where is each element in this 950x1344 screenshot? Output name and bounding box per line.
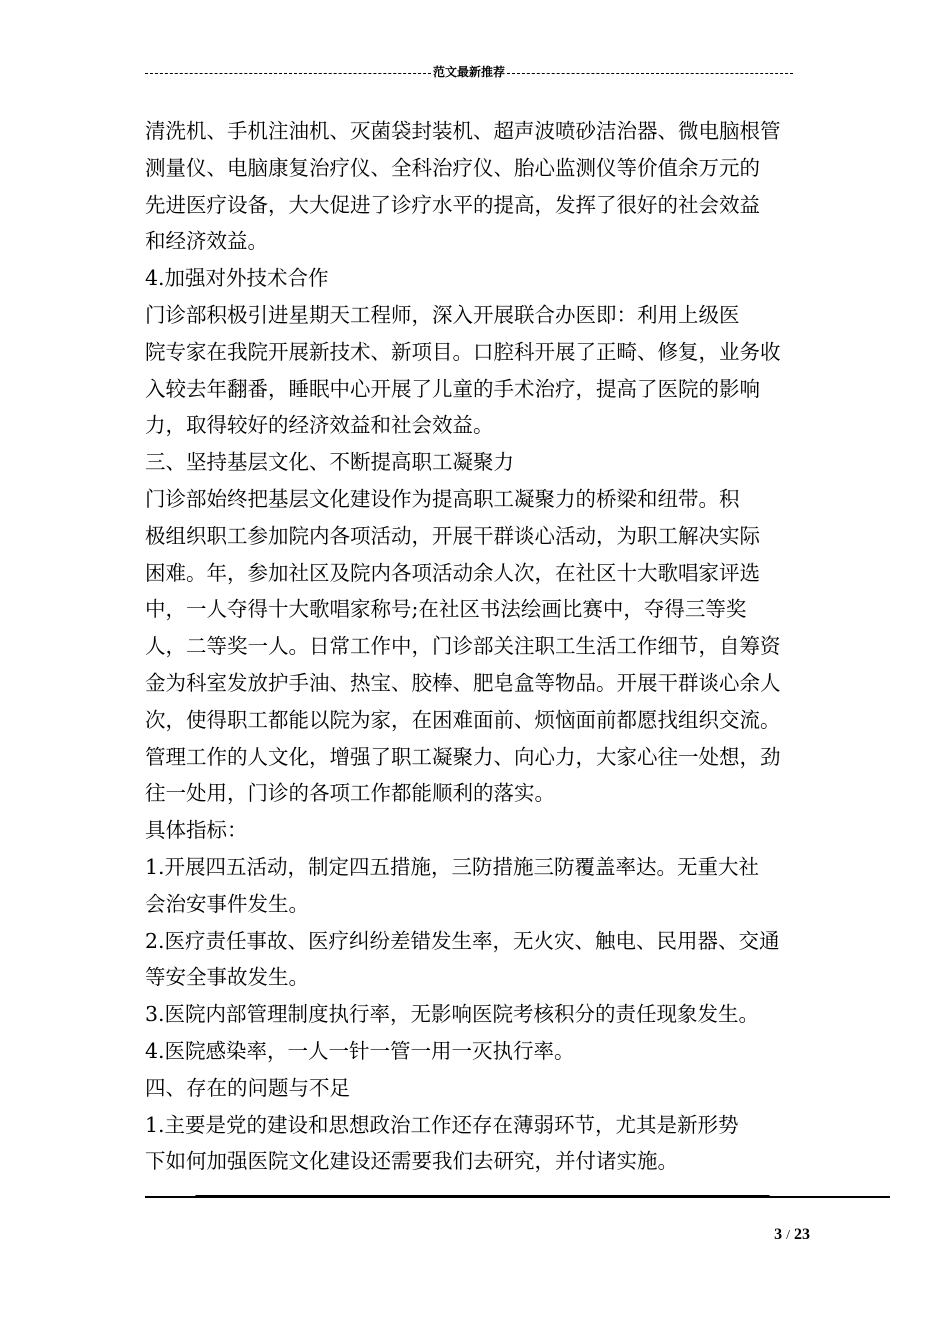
list-item: 1.开展四五活动，制定四五措施，三防措施三防覆盖率达。无重大社	[145, 854, 760, 879]
text-line: 会治安事件发生。	[145, 891, 309, 916]
section-heading: 四、存在的问题与不足	[145, 1075, 350, 1100]
document-body	[145, 113, 817, 1180]
text-line: 下如何加强医院文化建设还需要我们去研究，并付诸实施。	[145, 1149, 678, 1174]
text-line: 力，取得较好的经济效益和社会效益。	[145, 413, 494, 438]
text-line: 门诊部始终把基层文化建设作为提高职工凝聚力的桥梁和纽带。积	[145, 486, 740, 511]
text-line: 管理工作的人文化，增强了职工凝聚力、向心力，大家心往一处想，劲	[145, 744, 781, 769]
text-line: 困难。年，参加社区及院内各项活动余人次，在社区十大歌唱家评选	[145, 560, 760, 585]
text-line: 人，二等奖一人。日常工作中，门诊部关注职工生活工作细节，自筹资	[145, 634, 781, 659]
section-heading: 三、坚持基层文化、不断提高职工凝聚力	[145, 450, 514, 475]
list-item: 3.医院内部管理制度执行率，无影响医院考核积分的责任现象发生。	[145, 1002, 760, 1027]
page-separator: /	[786, 1228, 790, 1243]
text-line: 和经济效益。	[145, 229, 268, 254]
text-line: 次，使得职工都能以院为家，在困难面前、烦恼面前都愿找组织交流。	[145, 707, 781, 732]
footer-rule	[145, 1196, 890, 1198]
page-number	[740, 1226, 810, 1244]
list-item: 1.主要是党的建设和思想政治工作还存在薄弱环节，尤其是新形势	[145, 1112, 739, 1137]
text-line: 往一处用，门诊的各项工作都能顺利的落实。	[145, 781, 555, 806]
text-line: 测量仪、电脑康复治疗仪、全科治疗仪、胎心监测仪等价值余万元的	[145, 155, 760, 180]
text-line: 先进医疗设备，大大促进了诊疗水平的提高，发挥了很好的社会效益	[145, 192, 760, 217]
text-line: 极组织职工参加院内各项活动，开展干群谈心活动，为职工解决实际	[145, 523, 760, 548]
page-header	[145, 64, 793, 80]
page-total: 23	[794, 1226, 810, 1243]
list-item: 4.医院感染率，一人一针一管一用一灭执行率。	[145, 1038, 575, 1063]
header-dash-left	[145, 73, 431, 74]
section-heading: 4.加强对外技术合作	[145, 266, 329, 291]
text-line: 入较去年翻番，睡眠中心开展了儿童的手术治疗，提高了医院的影响	[145, 376, 760, 401]
list-item: 2.医疗责任事故、医疗纠纷差错发生率，无火灾、触电、民用器、交通	[145, 928, 780, 953]
header-title: 范文最新推荐	[433, 65, 506, 79]
text-line: 中，一人夺得十大歌唱家称号;在社区书法绘画比赛中，夺得三等奖	[145, 597, 747, 622]
section-heading: 具体指标：	[145, 818, 248, 843]
text-line: 等安全事故发生。	[145, 965, 309, 990]
header-dash-right	[507, 73, 793, 74]
text-line: 金为科室发放护手油、热宝、胶棒、肥皂盒等物品。开展干群谈心余人	[145, 670, 781, 695]
text-line: 清洗机、手机注油机、灭菌袋封装机、超声波喷砂洁治器、微电脑根管	[145, 119, 781, 143]
text-line: 院专家在我院开展新技术、新项目。口腔科开展了正畸、修复，业务收	[145, 339, 781, 364]
text-line: 门诊部积极引进星期天工程师，深入开展联合办医即：利用上级医	[145, 302, 740, 327]
page-current: 3	[774, 1226, 783, 1243]
